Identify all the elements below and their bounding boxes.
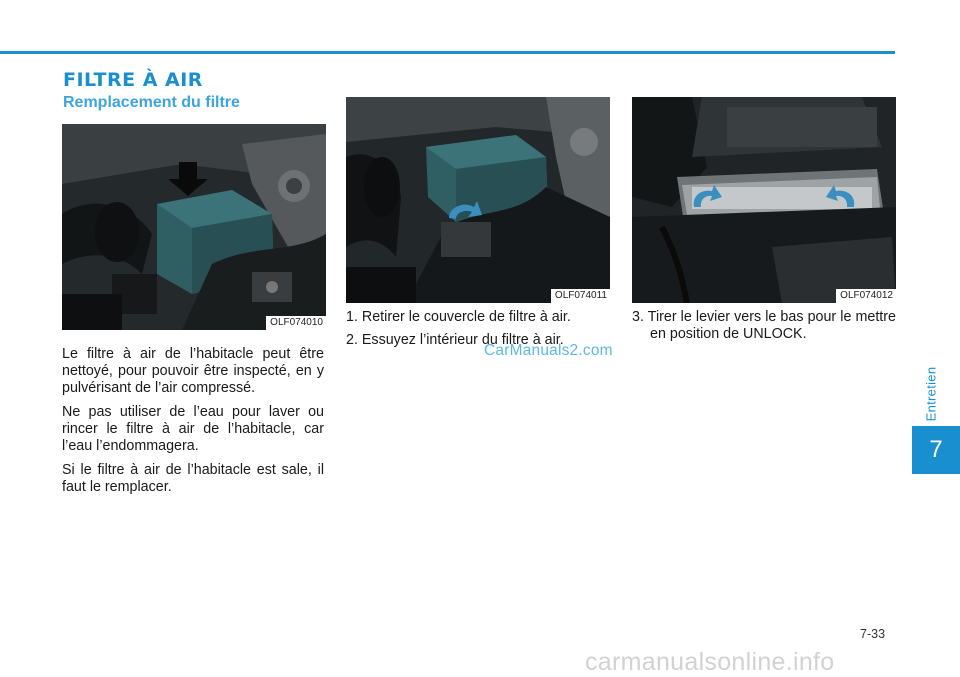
section-title: FILTRE À AIR	[63, 69, 203, 91]
engine-photo-2	[346, 97, 610, 303]
figure-engine-bay-1	[62, 124, 326, 330]
chapter-label: Entretien	[923, 366, 939, 422]
engine-photo-3	[632, 97, 896, 303]
footer-watermark: carmanualsonline.info	[585, 648, 835, 676]
steps-list-2	[632, 309, 896, 349]
figure-code: OLF074011	[551, 289, 610, 303]
paragraph: Le filtre à air de l’habitacle peut être nettoyé, pour pouvoir être inspecté, en y pulvérisant de l’air compressé.	[62, 346, 324, 396]
subtitle: Remplacement du filtre	[63, 94, 240, 111]
intro-text	[62, 346, 324, 503]
figure-code: OLF074010	[266, 316, 326, 330]
step-item: 1. Retirer le couvercle de filtre à air.	[346, 309, 571, 325]
chapter-tab[interactable]: 7	[912, 426, 960, 474]
watermark-link[interactable]: CarManuals2.com	[484, 342, 613, 359]
paragraph: Si le filtre à air de l’habitacle est sale, il faut le remplacer.	[62, 462, 324, 495]
engine-photo-1	[62, 124, 326, 330]
figure-engine-bay-2	[346, 97, 610, 303]
header-rule	[0, 51, 895, 54]
step-item: 2. Essuyez l’intérieur du filtre à air.	[346, 332, 564, 348]
step-item: 3. Tirer le levier vers le bas pour le mettre en position de UNLOCK.	[632, 309, 896, 342]
page-number: 7-33	[860, 627, 886, 641]
figure-code: OLF074012	[836, 289, 896, 303]
figure-engine-bay-3	[632, 97, 896, 303]
paragraph: Ne pas utiliser de l’eau pour laver ou rincer le filtre à air de l’habitacle, car l’eau l’endommagera.	[62, 404, 324, 454]
